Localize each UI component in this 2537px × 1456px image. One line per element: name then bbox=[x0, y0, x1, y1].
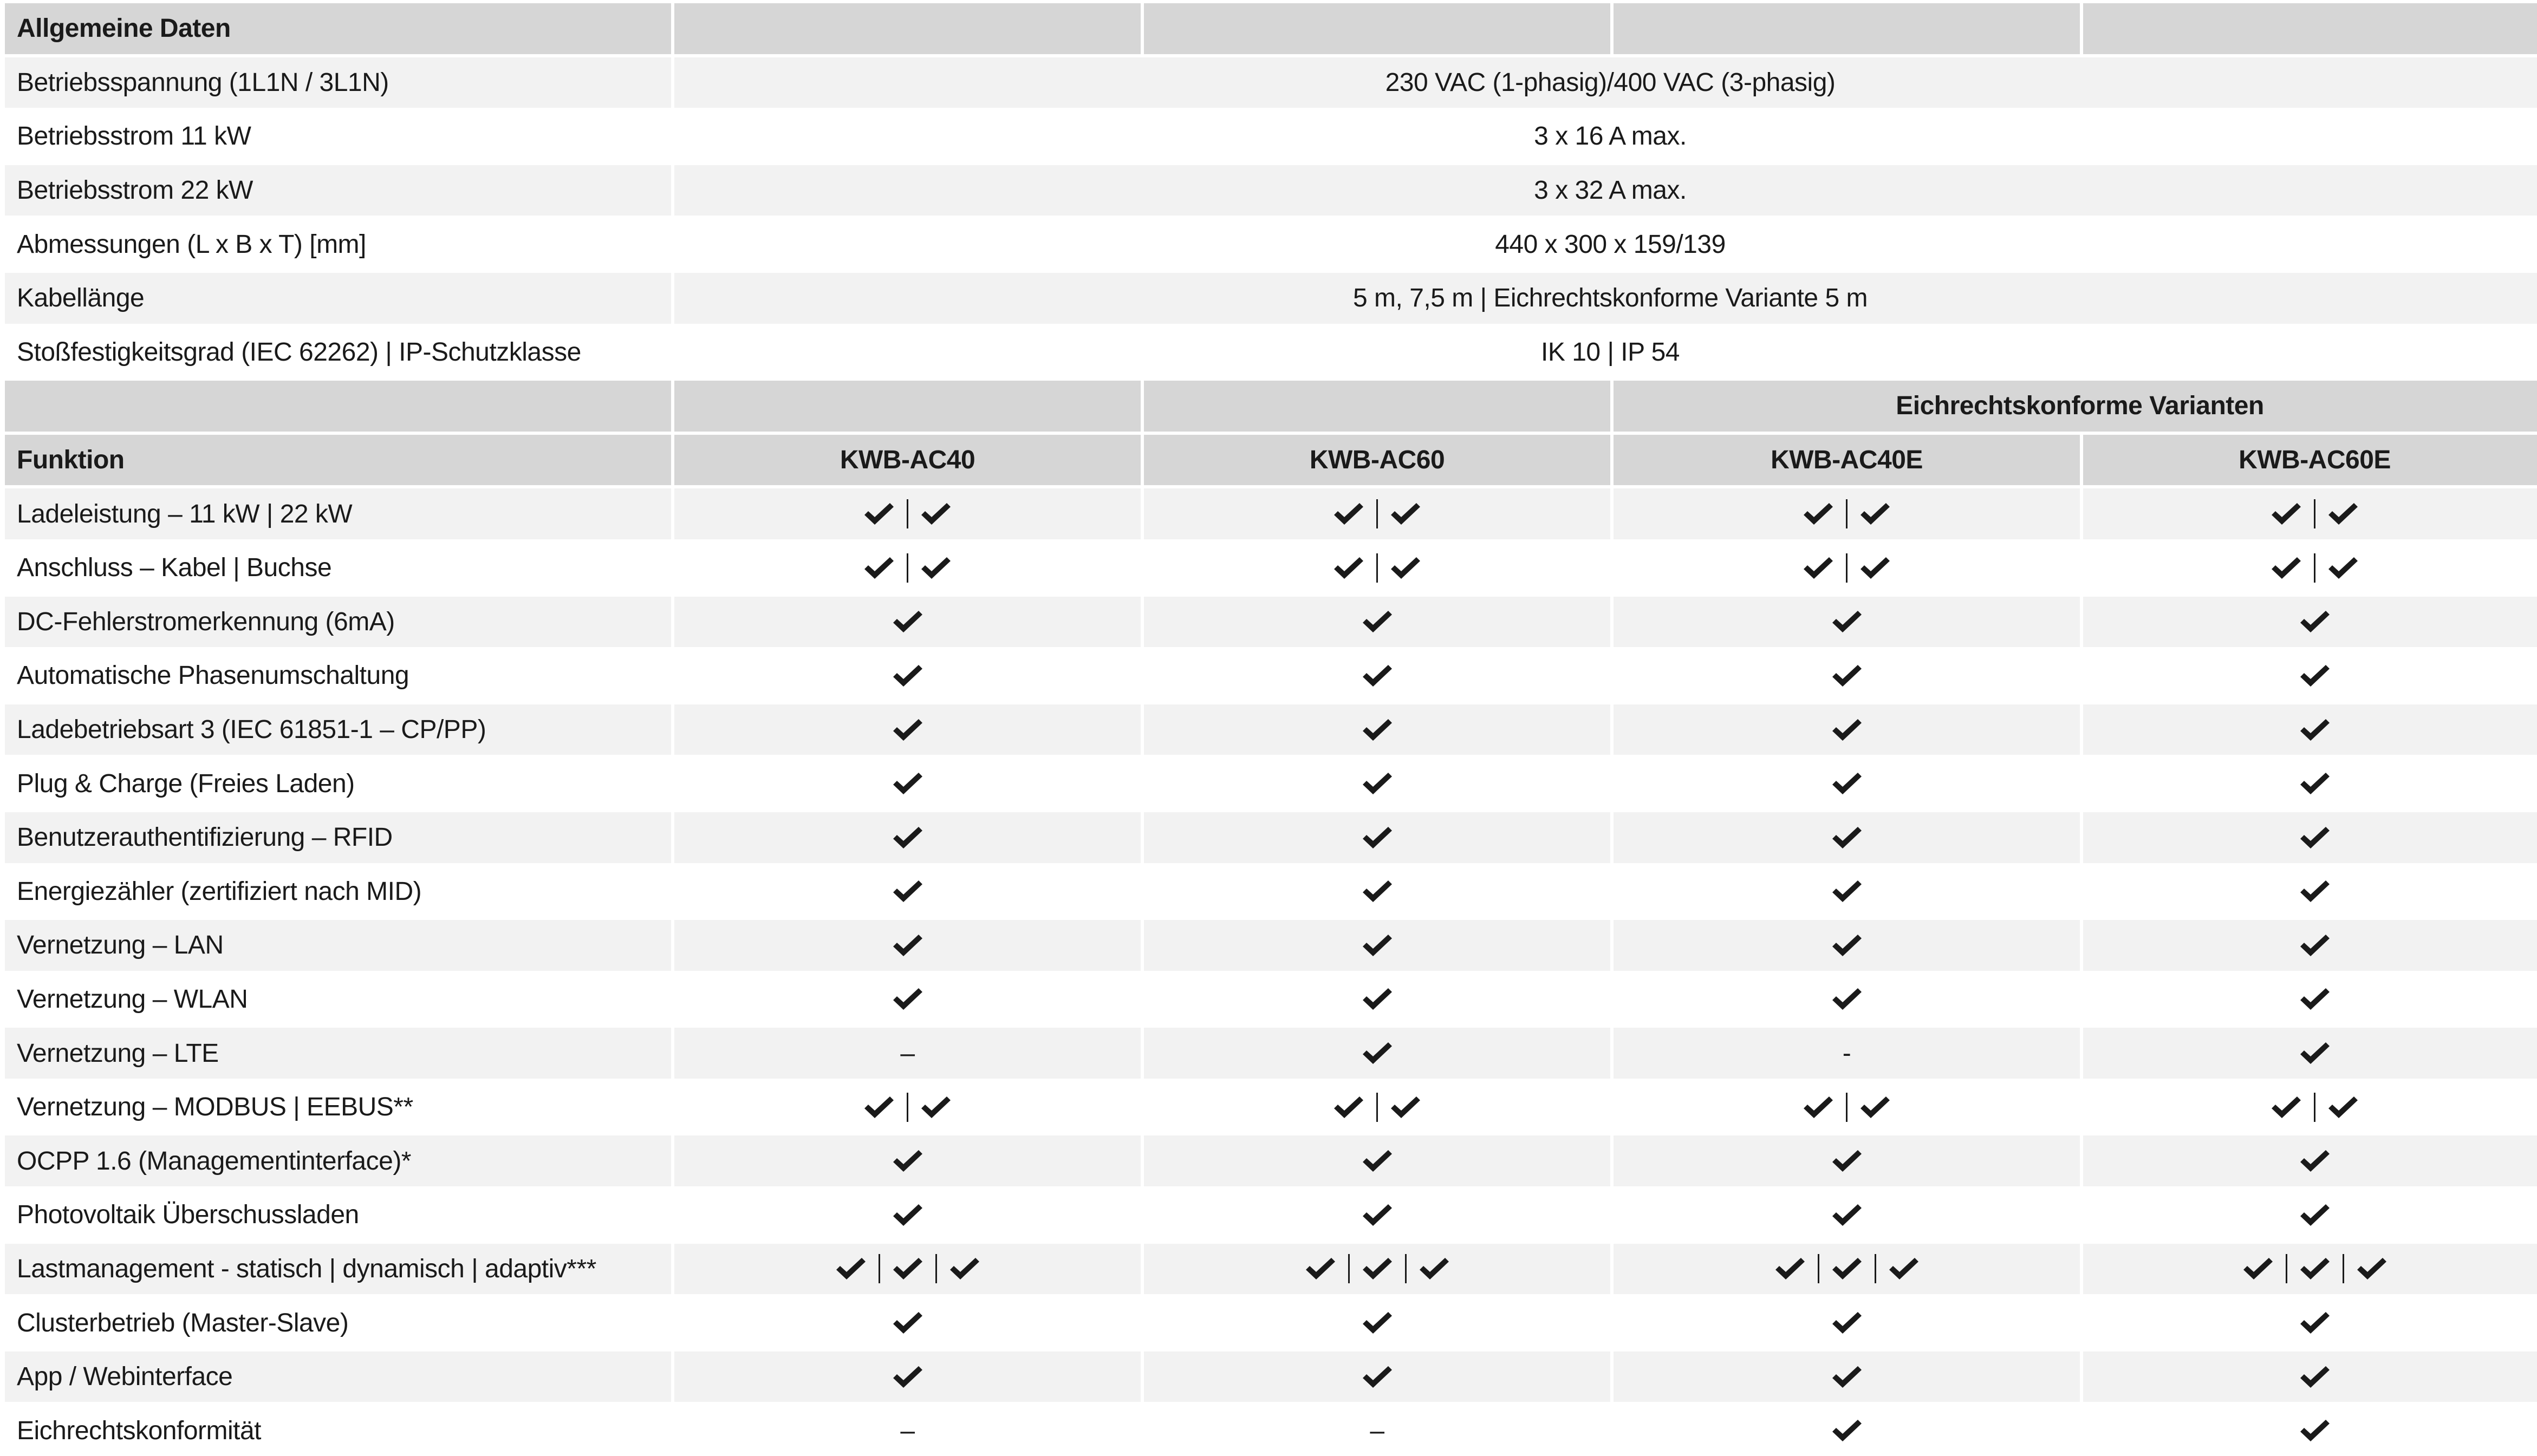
feature-cell bbox=[674, 974, 1141, 1025]
check-icon bbox=[919, 500, 953, 527]
check-icon bbox=[1801, 500, 1835, 527]
feature-cell bbox=[1614, 488, 2080, 539]
feature-cell bbox=[674, 866, 1141, 917]
model-name: KWB-AC60 bbox=[1144, 435, 1610, 486]
feature-cell bbox=[2083, 488, 2537, 539]
check-icon bbox=[2269, 500, 2303, 527]
feature-cell bbox=[2083, 1351, 2537, 1402]
spec-label: Betriebsspannung (1L1N / 3L1N) bbox=[5, 57, 671, 108]
feature-cell bbox=[2083, 1028, 2537, 1079]
feature-cell bbox=[674, 1351, 1141, 1402]
check-icon bbox=[891, 1309, 925, 1336]
check-icon bbox=[1801, 1094, 1835, 1121]
check-icon bbox=[891, 824, 925, 851]
check-icon bbox=[1361, 1363, 1394, 1390]
model-name: KWB-AC40 bbox=[674, 435, 1141, 486]
feature-cell bbox=[674, 1297, 1141, 1348]
check-icon bbox=[1830, 716, 1864, 743]
feature-cell bbox=[2083, 597, 2537, 648]
separator-bar bbox=[1875, 1254, 1876, 1283]
spec-value: 5 m, 7,5 m | Eichrechtskonforme Variante 5 m bbox=[674, 273, 2537, 324]
check-icon bbox=[1830, 878, 1864, 905]
function-label: Benutzerauthentifizierung – RFID bbox=[5, 812, 671, 863]
function-label: Lastmanagement - statisch | dynamisch | adaptiv*** bbox=[5, 1244, 671, 1295]
feature-cell bbox=[2083, 758, 2537, 809]
feature-cell bbox=[674, 543, 1141, 593]
check-icon bbox=[2298, 662, 2332, 689]
feature-cell bbox=[1144, 1351, 1610, 1402]
check-icon bbox=[2298, 1147, 2332, 1174]
feature-cell bbox=[2083, 1405, 2537, 1456]
feature-cell bbox=[1614, 920, 2080, 971]
check-icon bbox=[891, 770, 925, 797]
check-icon bbox=[1858, 554, 1892, 582]
feature-cell bbox=[1144, 1244, 1610, 1295]
feature-cell bbox=[1144, 974, 1610, 1025]
feature-cell bbox=[1614, 974, 2080, 1025]
check-icon bbox=[2298, 1363, 2332, 1390]
feature-cell bbox=[1614, 704, 2080, 755]
feature-cell bbox=[1614, 1297, 2080, 1348]
check-icon bbox=[919, 554, 953, 582]
feature-cell bbox=[2083, 1244, 2537, 1295]
separator-bar bbox=[2286, 1254, 2287, 1283]
spec-label: Betriebsstrom 22 kW bbox=[5, 165, 671, 216]
check-icon bbox=[891, 1363, 925, 1390]
group-header-empty bbox=[1144, 381, 1610, 432]
check-icon bbox=[1332, 554, 1365, 582]
feature-cell bbox=[674, 1135, 1141, 1186]
check-icon bbox=[1361, 824, 1394, 851]
feature-cell bbox=[674, 920, 1141, 971]
spec-label: Stoßfestigkeitsgrad (IEC 62262) | IP-Schutzklasse bbox=[5, 327, 671, 378]
feature-cell bbox=[674, 488, 1141, 539]
feature-cell bbox=[1614, 1244, 2080, 1295]
check-icon bbox=[1830, 1147, 1864, 1174]
feature-cell bbox=[674, 812, 1141, 863]
check-icon bbox=[1361, 1255, 1394, 1282]
feature-cell bbox=[1144, 488, 1610, 539]
function-label: Clusterbetrieb (Master-Slave) bbox=[5, 1297, 671, 1348]
not-available-mark: – bbox=[900, 1416, 915, 1445]
not-available-mark: - bbox=[1842, 1039, 1851, 1068]
check-icon bbox=[891, 1202, 925, 1229]
check-icon bbox=[1361, 662, 1394, 689]
spec-label: Kabellänge bbox=[5, 273, 671, 324]
check-icon bbox=[1858, 1094, 1892, 1121]
spec-value: IK 10 | IP 54 bbox=[674, 327, 2537, 378]
function-label: Eichrechtskonformität bbox=[5, 1405, 671, 1456]
check-icon bbox=[891, 1147, 925, 1174]
check-icon bbox=[2326, 500, 2360, 527]
feature-cell bbox=[674, 1028, 1141, 1079]
feature-cell bbox=[2083, 1190, 2537, 1240]
check-icon bbox=[891, 716, 925, 743]
header-cell-empty bbox=[2083, 3, 2537, 54]
feature-cell bbox=[2083, 1297, 2537, 1348]
check-icon bbox=[1830, 1202, 1864, 1229]
separator-bar bbox=[1846, 1093, 1848, 1122]
feature-cell bbox=[2083, 974, 2537, 1025]
check-icon bbox=[2326, 554, 2360, 582]
feature-cell bbox=[1614, 866, 2080, 917]
separator-bar bbox=[2343, 1254, 2344, 1283]
check-icon bbox=[1389, 554, 1422, 582]
separator-bar bbox=[1846, 553, 1848, 583]
check-icon bbox=[919, 1094, 953, 1121]
function-label: OCPP 1.6 (Managementinterface)* bbox=[5, 1135, 671, 1186]
check-icon bbox=[1389, 500, 1422, 527]
check-icon bbox=[2269, 1094, 2303, 1121]
feature-cell bbox=[1614, 650, 2080, 701]
check-icon bbox=[862, 1094, 896, 1121]
check-icon bbox=[2298, 985, 2332, 1013]
separator-bar bbox=[1818, 1254, 1819, 1283]
check-icon bbox=[2241, 1255, 2275, 1282]
check-icon bbox=[2298, 1417, 2332, 1444]
check-icon bbox=[2298, 932, 2332, 959]
check-icon bbox=[1830, 1417, 1864, 1444]
feature-cell bbox=[1144, 758, 1610, 809]
feature-cell bbox=[1614, 1351, 2080, 1402]
check-icon bbox=[1417, 1255, 1451, 1282]
model-name: KWB-AC40E bbox=[1614, 435, 2080, 486]
check-icon bbox=[1361, 878, 1394, 905]
model-name: KWB-AC60E bbox=[2083, 435, 2537, 486]
check-icon bbox=[1304, 1255, 1337, 1282]
check-icon bbox=[1389, 1094, 1422, 1121]
feature-cell bbox=[1614, 1028, 2080, 1079]
check-icon bbox=[1361, 770, 1394, 797]
feature-cell bbox=[2083, 1135, 2537, 1186]
group-header-empty bbox=[674, 381, 1141, 432]
not-available-mark: – bbox=[1370, 1416, 1384, 1445]
function-label: Automatische Phasenumschaltung bbox=[5, 650, 671, 701]
header-cell-empty bbox=[1614, 3, 2080, 54]
feature-cell bbox=[2083, 812, 2537, 863]
spec-table bbox=[5, 3, 2533, 1445]
feature-cell bbox=[1144, 704, 1610, 755]
separator-bar bbox=[907, 499, 908, 528]
spec-label: Betriebsstrom 11 kW bbox=[5, 111, 671, 162]
check-icon bbox=[2298, 608, 2332, 635]
check-icon bbox=[1887, 1255, 1921, 1282]
check-icon bbox=[2355, 1255, 2389, 1282]
check-icon bbox=[834, 1255, 868, 1282]
check-icon bbox=[2326, 1094, 2360, 1121]
feature-cell bbox=[2083, 543, 2537, 593]
feature-cell bbox=[1144, 597, 1610, 648]
separator-bar bbox=[1348, 1254, 1350, 1283]
check-icon bbox=[891, 1255, 925, 1282]
separator-bar bbox=[2314, 499, 2315, 528]
feature-cell bbox=[674, 758, 1141, 809]
check-icon bbox=[2298, 770, 2332, 797]
feature-cell bbox=[674, 1190, 1141, 1240]
feature-cell bbox=[1144, 1028, 1610, 1079]
check-icon bbox=[1361, 608, 1394, 635]
check-icon bbox=[1858, 500, 1892, 527]
feature-cell bbox=[674, 704, 1141, 755]
feature-cell bbox=[2083, 866, 2537, 917]
check-icon bbox=[891, 932, 925, 959]
check-icon bbox=[1361, 1040, 1394, 1067]
check-icon bbox=[891, 608, 925, 635]
function-label: Plug & Charge (Freies Laden) bbox=[5, 758, 671, 809]
group-header-empty bbox=[5, 381, 671, 432]
function-label: Energiezähler (zertifiziert nach MID) bbox=[5, 866, 671, 917]
check-icon bbox=[2298, 1255, 2332, 1282]
feature-cell bbox=[1614, 1405, 2080, 1456]
function-header: Funktion bbox=[5, 435, 671, 486]
check-icon bbox=[1361, 1309, 1394, 1336]
function-label: Vernetzung – MODBUS | EEBUS** bbox=[5, 1082, 671, 1133]
separator-bar bbox=[935, 1254, 937, 1283]
feature-cell bbox=[674, 650, 1141, 701]
check-icon bbox=[1332, 1094, 1365, 1121]
general-header: Allgemeine Daten bbox=[5, 3, 671, 54]
check-icon bbox=[2298, 716, 2332, 743]
feature-cell bbox=[1144, 1190, 1610, 1240]
check-icon bbox=[1332, 500, 1365, 527]
feature-cell bbox=[1144, 1135, 1610, 1186]
feature-cell bbox=[2083, 704, 2537, 755]
check-icon bbox=[1830, 985, 1864, 1013]
check-icon bbox=[1361, 716, 1394, 743]
function-label: Ladeleistung – 11 kW | 22 kW bbox=[5, 488, 671, 539]
check-icon bbox=[1361, 1202, 1394, 1229]
check-icon bbox=[1830, 932, 1864, 959]
spec-value: 230 VAC (1-phasig)/400 VAC (3-phasig) bbox=[674, 57, 2537, 108]
separator-bar bbox=[879, 1254, 880, 1283]
feature-cell bbox=[1614, 1135, 2080, 1186]
separator-bar bbox=[907, 1093, 908, 1122]
check-icon bbox=[1361, 1147, 1394, 1174]
function-label: DC-Fehlerstromerkennung (6mA) bbox=[5, 597, 671, 648]
not-available-mark: – bbox=[900, 1039, 915, 1068]
check-icon bbox=[2298, 1309, 2332, 1336]
function-label: Photovoltaik Überschussladen bbox=[5, 1190, 671, 1240]
feature-cell bbox=[2083, 650, 2537, 701]
check-icon bbox=[1830, 1309, 1864, 1336]
check-icon bbox=[1801, 554, 1835, 582]
check-icon bbox=[2298, 1040, 2332, 1067]
check-icon bbox=[1830, 770, 1864, 797]
feature-cell bbox=[2083, 920, 2537, 971]
check-icon bbox=[2298, 878, 2332, 905]
feature-cell bbox=[1144, 812, 1610, 863]
separator-bar bbox=[2314, 553, 2315, 583]
feature-cell bbox=[674, 1244, 1141, 1295]
check-icon bbox=[862, 554, 896, 582]
separator-bar bbox=[1405, 1254, 1407, 1283]
function-label: Anschluss – Kabel | Buchse bbox=[5, 543, 671, 593]
function-label: Vernetzung – LAN bbox=[5, 920, 671, 971]
spec-value: 3 x 16 A max. bbox=[674, 111, 2537, 162]
check-icon bbox=[1830, 662, 1864, 689]
feature-cell bbox=[674, 1405, 1141, 1456]
feature-cell bbox=[1144, 1405, 1610, 1456]
feature-cell bbox=[1144, 650, 1610, 701]
check-icon bbox=[1830, 824, 1864, 851]
feature-cell bbox=[1144, 866, 1610, 917]
check-icon bbox=[891, 985, 925, 1013]
feature-cell bbox=[1144, 920, 1610, 971]
separator-bar bbox=[1376, 499, 1378, 528]
spec-value: 440 x 300 x 159/139 bbox=[674, 219, 2537, 270]
function-label: App / Webinterface bbox=[5, 1351, 671, 1402]
check-icon bbox=[1773, 1255, 1807, 1282]
feature-cell bbox=[1144, 543, 1610, 593]
feature-cell bbox=[1144, 1297, 1610, 1348]
feature-cell bbox=[674, 1082, 1141, 1133]
header-cell-empty bbox=[1144, 3, 1610, 54]
feature-cell bbox=[674, 597, 1141, 648]
separator-bar bbox=[1846, 499, 1848, 528]
feature-cell bbox=[1614, 758, 2080, 809]
separator-bar bbox=[2314, 1093, 2315, 1122]
check-icon bbox=[1361, 932, 1394, 959]
check-icon bbox=[1830, 1363, 1864, 1390]
check-icon bbox=[948, 1255, 981, 1282]
check-icon bbox=[1361, 985, 1394, 1013]
feature-cell bbox=[1144, 1082, 1610, 1133]
feature-cell bbox=[2083, 1082, 2537, 1133]
feature-cell bbox=[1614, 597, 2080, 648]
check-icon bbox=[891, 662, 925, 689]
check-icon bbox=[862, 500, 896, 527]
feature-cell bbox=[1614, 812, 2080, 863]
group-label: Eichrechtskonforme Varianten bbox=[1614, 381, 2537, 432]
header-cell-empty bbox=[674, 3, 1141, 54]
separator-bar bbox=[1376, 553, 1378, 583]
check-icon bbox=[2298, 824, 2332, 851]
separator-bar bbox=[907, 553, 908, 583]
feature-cell bbox=[1614, 1082, 2080, 1133]
spec-value: 3 x 32 A max. bbox=[674, 165, 2537, 216]
check-icon bbox=[891, 878, 925, 905]
check-icon bbox=[2298, 1202, 2332, 1229]
function-label: Vernetzung – WLAN bbox=[5, 974, 671, 1025]
function-label: Vernetzung – LTE bbox=[5, 1028, 671, 1079]
check-icon bbox=[1830, 1255, 1864, 1282]
feature-cell bbox=[1614, 1190, 2080, 1240]
separator-bar bbox=[1376, 1093, 1378, 1122]
feature-cell bbox=[1614, 543, 2080, 593]
check-icon bbox=[1830, 608, 1864, 635]
check-icon bbox=[2269, 554, 2303, 582]
spec-label: Abmessungen (L x B x T) [mm] bbox=[5, 219, 671, 270]
function-label: Ladebetriebsart 3 (IEC 61851-1 – CP/PP) bbox=[5, 704, 671, 755]
